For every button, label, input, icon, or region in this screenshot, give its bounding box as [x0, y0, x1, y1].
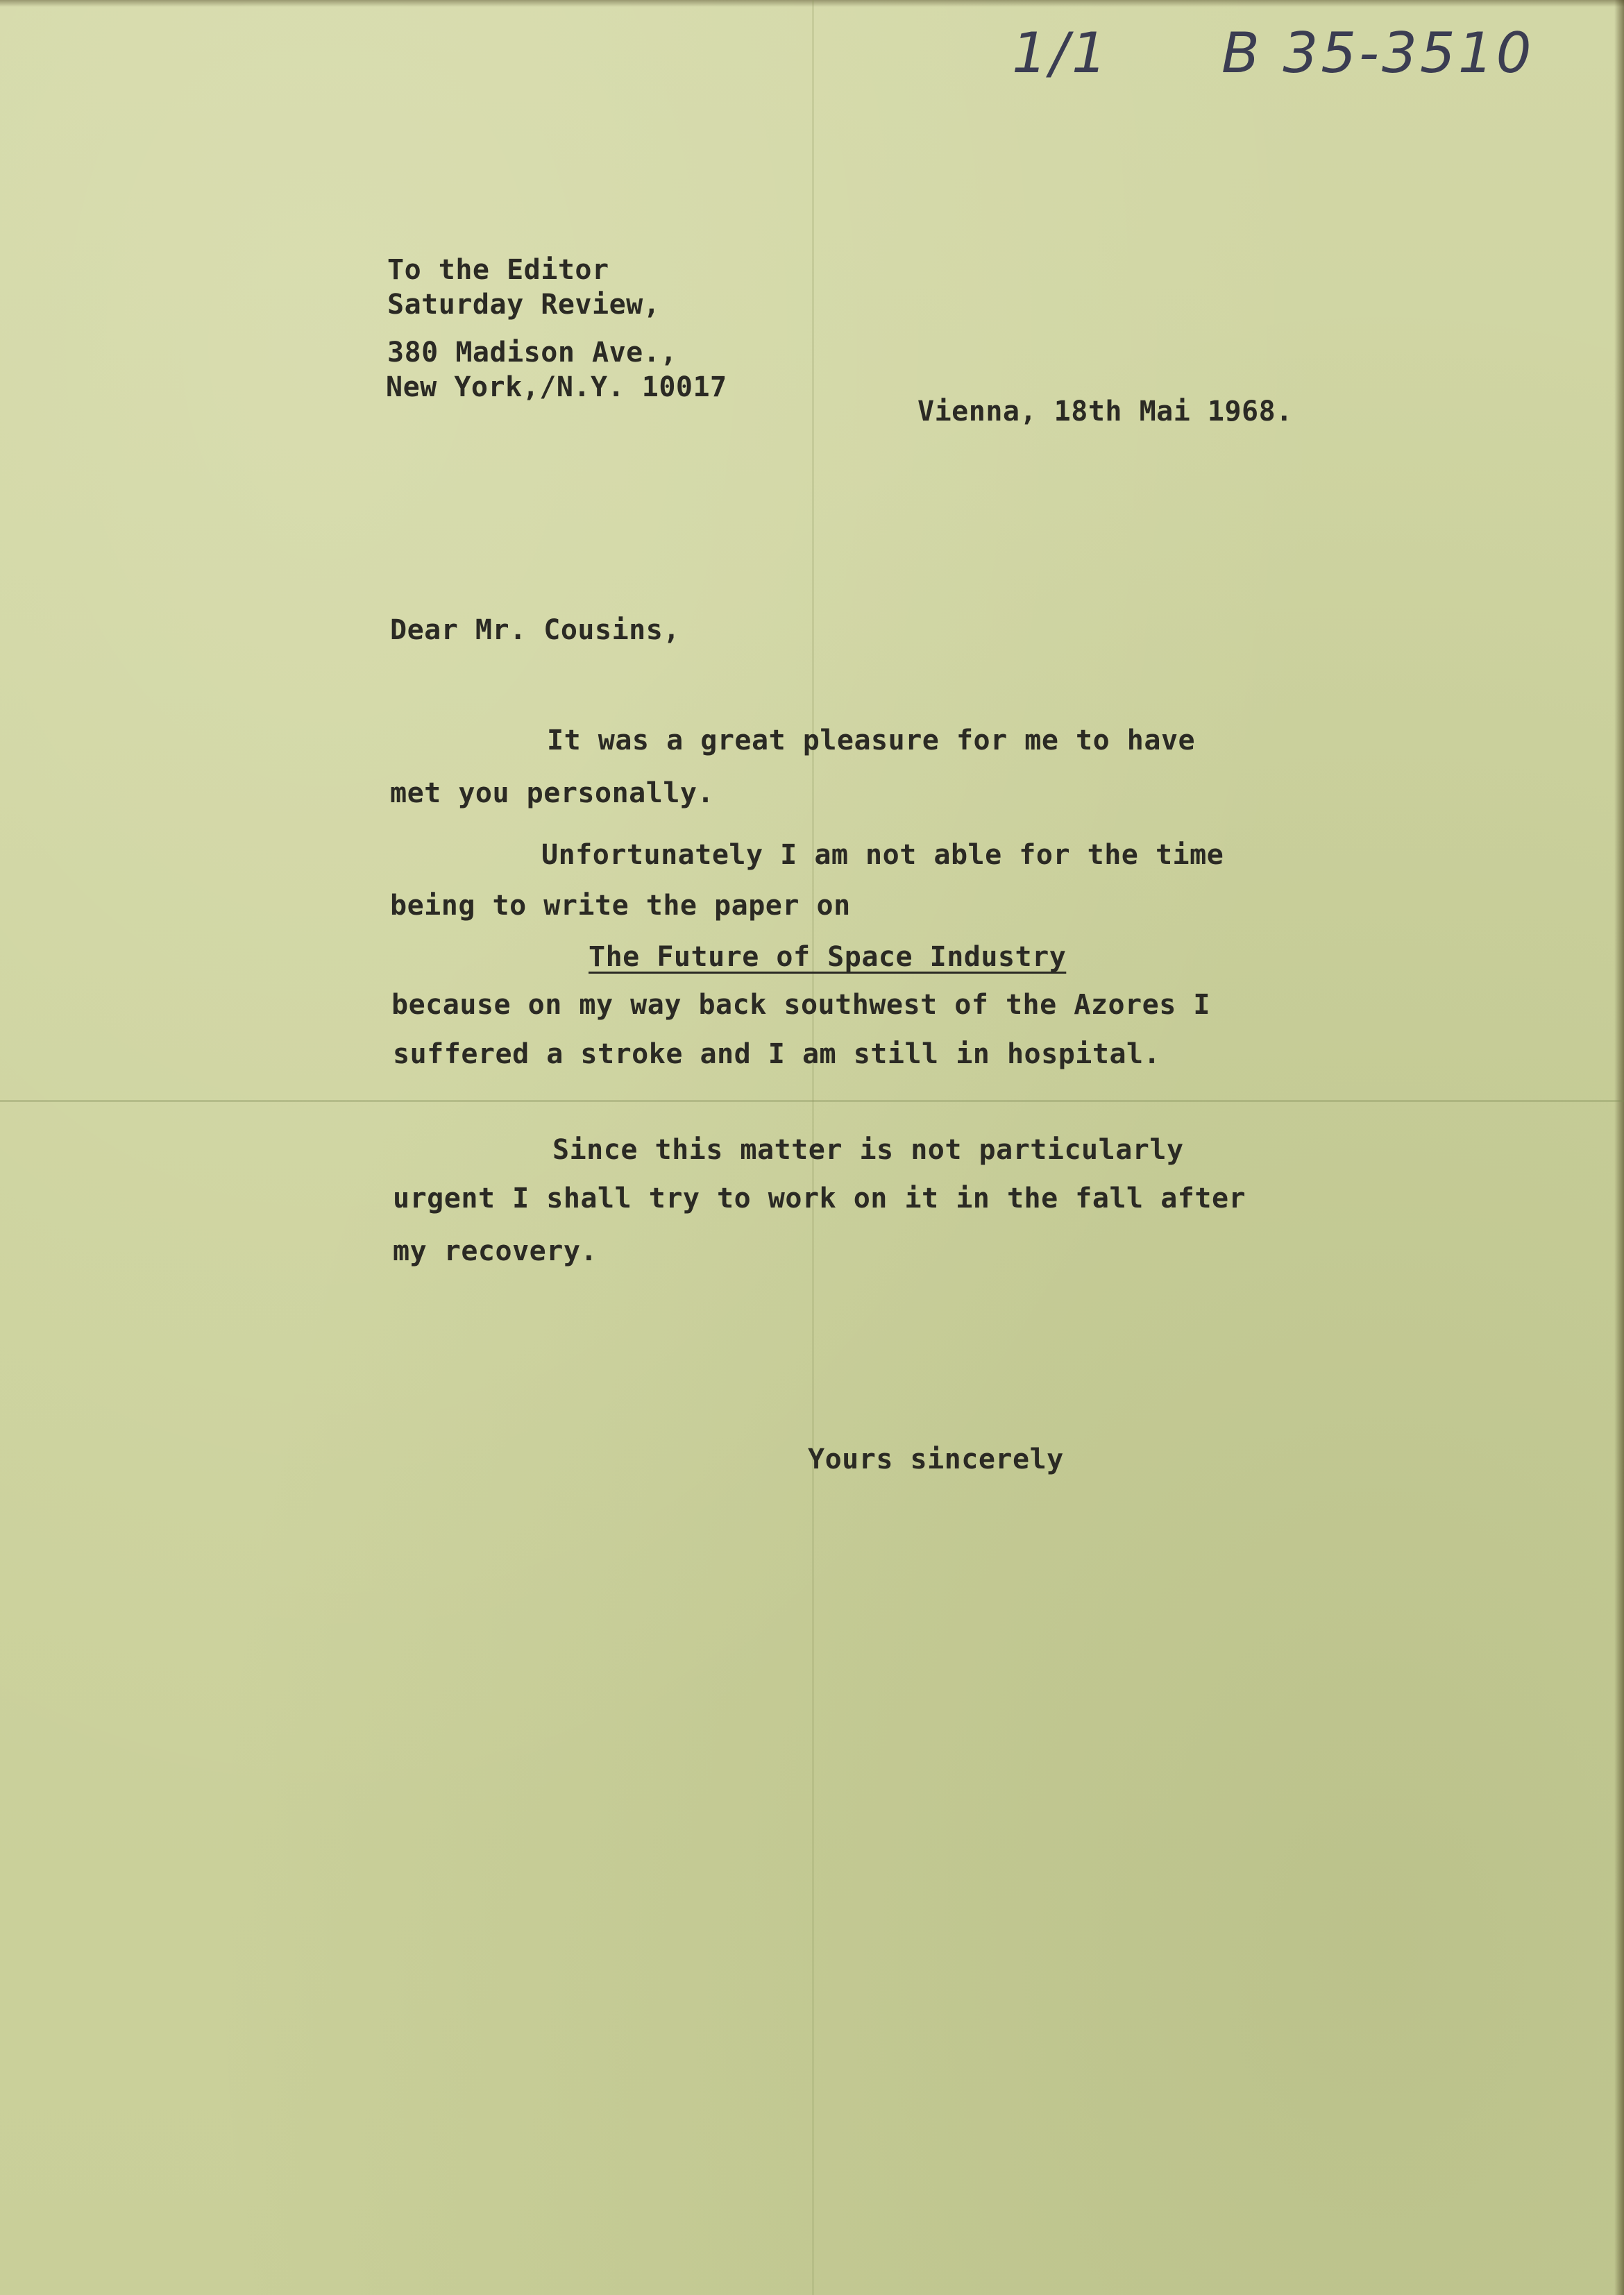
paragraph-2-line-4: suffered a stroke and I am still in hospital.	[393, 1038, 1161, 1070]
show-through-ghost-text	[0, 423, 1624, 507]
paragraph-2-line-1: Unfortunately I am not able for the time	[541, 839, 1224, 871]
handwritten-page-number: 1/1	[1012, 21, 1110, 85]
recipient-address-1: 380 Madison Ave.,	[387, 337, 677, 369]
paragraph-2-line-2: being to write the paper on	[390, 890, 851, 922]
paragraph-3-line-2: urgent I shall try to work on it in the fall after	[393, 1183, 1246, 1214]
recipient-line-1: To the Editor	[387, 254, 609, 286]
paragraph-3-line-1: Since this matter is not particularly	[552, 1134, 1184, 1166]
salutation: Dear Mr. Cousins,	[390, 614, 680, 646]
recipient-address-2: New York,/N.Y. 10017	[386, 371, 727, 403]
paragraph-3-line-3: my recovery.	[393, 1235, 598, 1267]
handwritten-reference-code: B 35-3510	[1221, 21, 1534, 85]
paragraph-2-line-3: because on my way back southwest of the Azores I	[391, 989, 1210, 1021]
closing: Yours sincerely	[808, 1443, 1064, 1475]
place-and-date: Vienna, 18th Mai 1968.	[917, 396, 1293, 427]
paragraph-1-line-2: met you personally.	[390, 777, 715, 809]
page-right-edge-shadow	[1614, 0, 1624, 2295]
recipient-line-2: Saturday Review,	[387, 289, 661, 321]
paper-title: The Future of Space Industry	[589, 941, 1067, 973]
paragraph-1-line-1: It was a great pleasure for me to have	[547, 725, 1196, 756]
